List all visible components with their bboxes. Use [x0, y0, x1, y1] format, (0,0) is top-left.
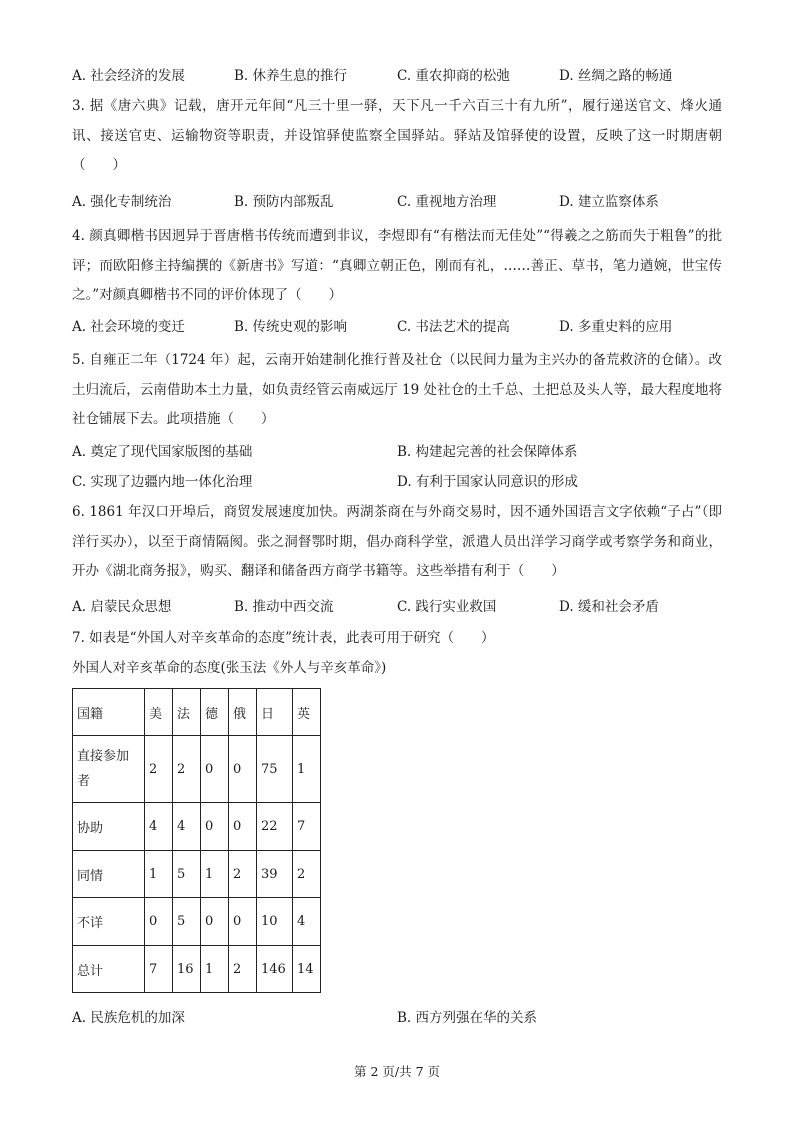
q7-stem: 7. 如表是“外国人对辛亥革命的态度”统计表，此表可用于研究（ ） [72, 630, 495, 646]
q6-option-c: C. 践行实业救国 [397, 599, 497, 615]
table-cell: 7 [145, 946, 173, 993]
table-header-cell: 英 [293, 689, 321, 736]
table-cell: 4 [293, 898, 321, 946]
table-row [73, 898, 321, 946]
table-row [73, 736, 321, 803]
table-header-cell: 美 [145, 689, 173, 736]
q2-option-d: D. 丝绸之路的畅通 [559, 68, 673, 84]
table-cell: 0 [229, 803, 257, 851]
q2-option-c: C. 重农抑商的松弛 [397, 68, 510, 84]
table-cell: 4 [173, 803, 201, 851]
attitude-table [72, 688, 321, 993]
table-header-cell: 法 [173, 689, 201, 736]
q5-option-c: C. 实现了边疆内地一体化治理 [72, 474, 253, 490]
table-cell: 2 [173, 736, 201, 803]
table-cell: 146 [257, 946, 293, 993]
table-row [73, 803, 321, 851]
table-header-cell: 俄 [229, 689, 257, 736]
q6-option-d: D. 缓和社会矛盾 [559, 599, 659, 615]
q7-option-b: B. 西方列强在华的关系 [397, 1010, 538, 1026]
table-cell: 0 [145, 898, 173, 946]
table-row [73, 946, 321, 993]
table-cell: 2 [145, 736, 173, 803]
table-cell: 0 [229, 898, 257, 946]
q3-option-b: B. 预防内部叛乱 [234, 194, 334, 210]
table-header-cell: 国籍 [73, 689, 145, 736]
table-cell: 4 [145, 803, 173, 851]
q2-option-b: B. 休养生息的推行 [234, 68, 348, 84]
q5-stem: 5. 自雍正二年（1724 年）起，云南开始建制化推行普及社仓（以民间力量为主兴办的备荒救济的仓储）。改土归流后，云南借助本土力量，如负责经管云南威远厅 19 处社仓的土千总、土把总及头人等，最大程度地将社仓铺展下去。此项措施（ ） [72, 352, 722, 427]
q2-option-a: A. 社会经济的发展 [72, 68, 185, 84]
table-cell: 1 [293, 736, 321, 803]
page-number-footer: 第 2 页/共 7 页 [353, 1064, 440, 1079]
q6-option-a: A. 启蒙民众思想 [72, 599, 172, 615]
q4-option-a: A. 社会环境的变迁 [72, 319, 185, 335]
table-cell: 7 [293, 803, 321, 851]
table-cell: 22 [257, 803, 293, 851]
table-row [73, 851, 321, 898]
q6-option-b: B. 推动中西交流 [234, 599, 334, 615]
table-header-row [73, 689, 321, 736]
q4-option-d: D. 多重史料的应用 [559, 319, 673, 335]
table-cell: 1 [145, 851, 173, 898]
table-cell: 直接参加者 [73, 736, 145, 803]
table-cell: 0 [201, 898, 229, 946]
q3-option-a: A. 强化专制统治 [72, 194, 172, 210]
table-cell: 2 [293, 851, 321, 898]
table-cell: 5 [173, 898, 201, 946]
table-cell: 同情 [73, 851, 145, 898]
table-cell: 16 [173, 946, 201, 993]
q3-stem: 3. 据《唐六典》记载，唐开元年间“凡三十里一驿，天下凡一千六百三十有九所”，履行递送官文、烽火通讯、接送官吏、运输物资等职责，并设馆驿使监察全国驿站。驿站及馆驿使的设置，反映了这一时期唐朝（ ） [72, 98, 722, 173]
table-header-cell: 日 [257, 689, 293, 736]
table-cell: 39 [257, 851, 293, 898]
q6-stem: 6. 1861 年汉口开埠后，商贸发展速度加快。两湖茶商在与外商交易时，因不通外国语言文字依赖“子占”（即洋行买办），以至于商情隔阂。张之洞督鄂时期，倡办商科学堂，派遣人员出洋学习商学或考察学务和商业，开办《湖北商务报》，购买、翻译和储备西方商学书籍等。这些举措有利于（ ） [72, 504, 722, 579]
table-cell: 2 [229, 946, 257, 993]
q4-option-c: C. 书法艺术的提高 [397, 319, 510, 335]
table-cell: 协助 [73, 803, 145, 851]
q3-option-c: C. 重视地方治理 [397, 194, 497, 210]
table-cell: 1 [201, 851, 229, 898]
q4-stem: 4. 颜真卿楷书因迥异于晋唐楷书传统而遭到非议，李煜即有“有楷法而无佳处”“得羲之之筋而失于粗鲁”的批评；而欧阳修主持编撰的《新唐书》写道：“真卿立朝正色，刚而有礼，……善正、草书，笔力遒婉，世宝传之。”对颜真卿楷书不同的评价体现了（ ） [72, 228, 722, 303]
table-cell: 0 [201, 736, 229, 803]
table-cell: 1 [201, 946, 229, 993]
table-cell: 不详 [73, 898, 145, 946]
table-cell: 总计 [73, 946, 145, 993]
q4-option-b: B. 传统史观的影响 [234, 319, 348, 335]
table-cell: 5 [173, 851, 201, 898]
table-cell: 0 [229, 736, 257, 803]
table-cell: 0 [201, 803, 229, 851]
table-cell: 10 [257, 898, 293, 946]
table-cell: 2 [229, 851, 257, 898]
table-cell: 14 [293, 946, 321, 993]
table-header-cell: 德 [201, 689, 229, 736]
q7-table-caption: 外国人对辛亥革命的态度(张玉法《外人与辛亥革命》) [72, 660, 387, 676]
table-cell: 75 [257, 736, 293, 803]
q3-option-d: D. 建立监察体系 [559, 194, 659, 210]
q5-option-b: B. 构建起完善的社会保障体系 [397, 444, 578, 460]
q5-option-d: D. 有利于国家认同意识的形成 [397, 474, 578, 490]
q5-option-a: A. 奠定了现代国家版图的基础 [72, 444, 253, 460]
q7-option-a: A. 民族危机的加深 [72, 1010, 185, 1026]
